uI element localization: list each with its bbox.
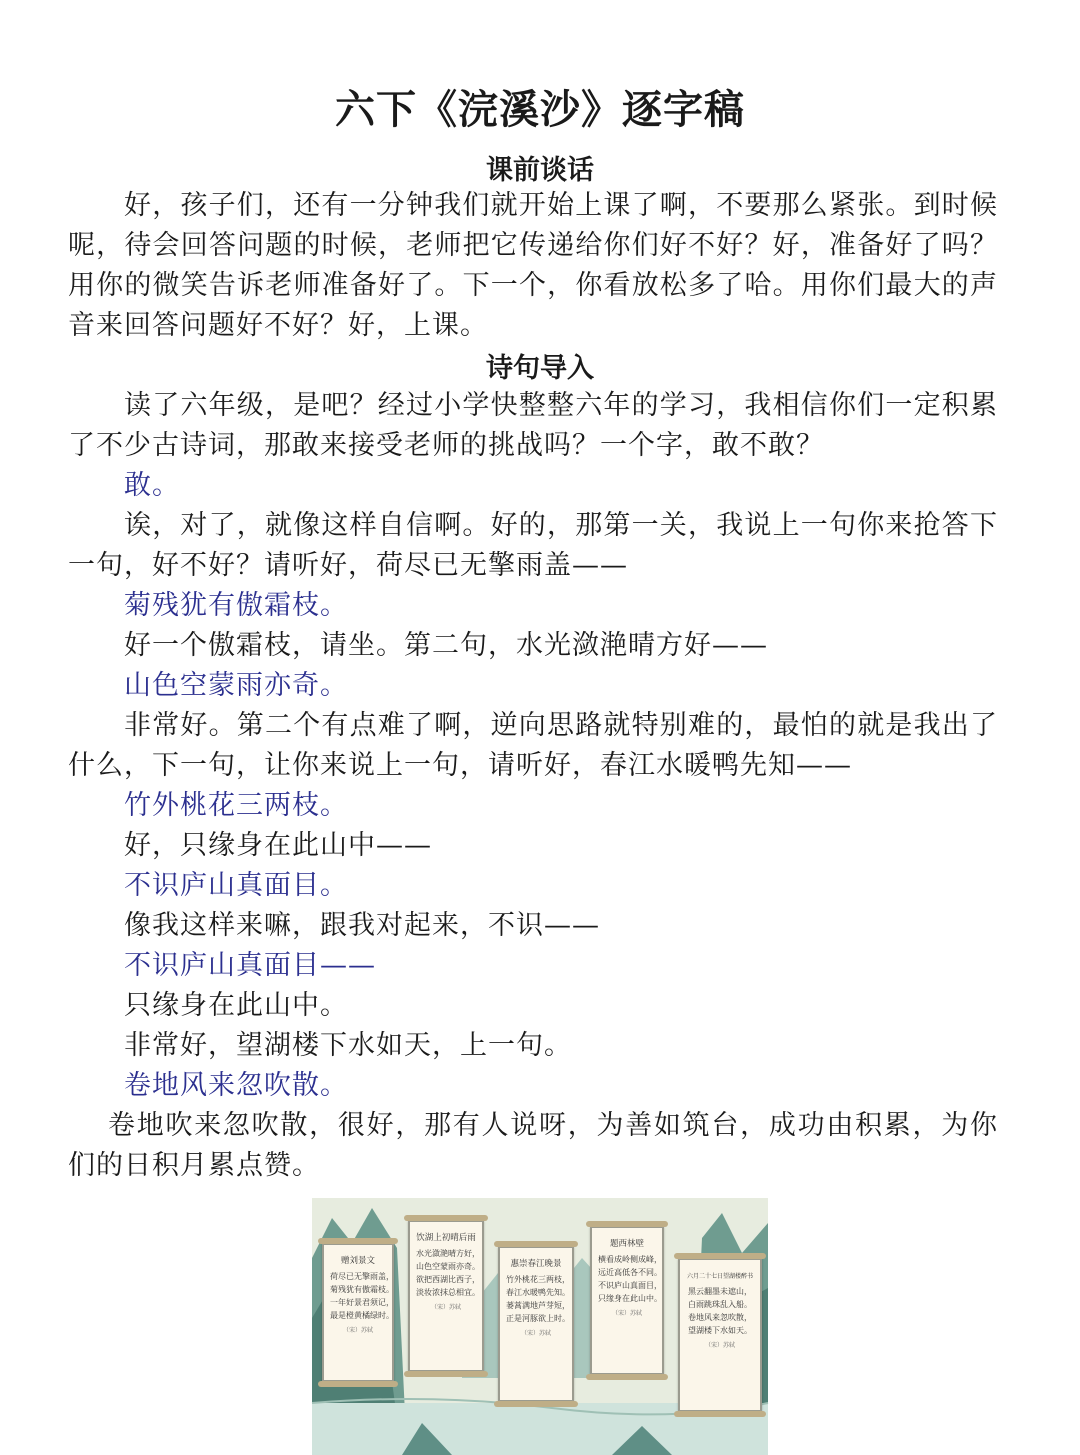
student-answer-7: 卷地风来忽吹散。: [124, 1070, 348, 1101]
scroll-line: 山色空蒙雨亦奇。: [416, 1262, 480, 1271]
scroll-author: （宋）苏轼: [430, 1304, 461, 1311]
poem-scroll-2: [408, 1220, 484, 1372]
paragraph-closing: 卷地吹来忽吹散，很好，那有人说呀，为善如筑台，成功由积累，为你们的日积月累点赞。: [68, 1110, 998, 1181]
scroll-title: 惠崇春江晚景: [510, 1259, 562, 1269]
scroll-line: 蒌蒿满地芦芽短，: [506, 1301, 570, 1310]
scroll-line: 春江水暖鸭先知。: [506, 1288, 570, 1297]
scroll-title: 六月二十七日望湖楼醉书: [686, 1273, 753, 1280]
scroll-author: （宋）苏轼: [342, 1327, 373, 1334]
student-answer-3: 山色空蒙雨亦奇。: [124, 670, 348, 701]
scroll-line: 水光潋滟晴方好，: [416, 1249, 480, 1258]
scroll-author: （宋）苏轼: [704, 1342, 735, 1349]
paragraph-first-challenge: 诶，对了，就像这样自信啊。好的，那第一关，我说上一句你来抢答下一句，好不好？请听好，荷尽已无擎雨盖——: [68, 510, 998, 581]
scroll-line: 菊残犹有傲霜枝。: [330, 1285, 394, 1294]
paragraph-pre-class: 好，孩子们，还有一分钟我们就开始上课了啊，不要那么紧张。到时候呢，待会回答问题的时候，老师把它传递给你们好不好？好，准备好了吗？用你的微笑告诉老师准备好了。下一个，你看放松多了哈。用你们最大的声音来回答问题好不好？好，上课。: [68, 190, 998, 341]
scroll-line: 荷尽已无擎雨盖，: [330, 1272, 394, 1281]
scroll-line: 正是河豚欲上时。: [506, 1314, 570, 1323]
paragraph-intro: 读了六年级，是吧？经过小学快整整六年的学习，我相信你们一定积累了不少古诗词，那敢来接受老师的挑战吗？一个字，敢不敢？: [68, 390, 998, 461]
scroll-author: （宋）苏轼: [611, 1310, 642, 1317]
poem-scroll-3: [498, 1246, 574, 1402]
poem-scroll-1: [322, 1243, 394, 1382]
scroll-line: 欲把西湖比西子，: [416, 1275, 480, 1284]
paragraph-prompt-follow: 像我这样来嘛，跟我对起来，不识——: [124, 910, 600, 941]
scroll-line: 黑云翻墨未遮山，: [688, 1287, 752, 1296]
paragraph-reverse-challenge: 非常好。第二个有点难了啊，逆向思路就特别难的，最怕的就是我出了什么，下一句，让你来说上一句，请听好，春江水暖鸭先知——: [68, 710, 998, 781]
poem-scrolls-illustration: [312, 1198, 768, 1455]
paragraph-second-line: 好一个傲霜枝，请坐。第二句，水光潋滟晴方好——: [124, 630, 768, 661]
paragraph-prompt-lushan: 好，只缘身在此山中——: [124, 830, 432, 861]
paragraph-teacher-line: 只缘身在此山中。: [124, 990, 348, 1021]
scroll-line: 不识庐山真面目，: [598, 1281, 662, 1290]
poem-scroll-5: [678, 1258, 762, 1412]
scroll-line: 白雨跳珠乱入船。: [688, 1300, 752, 1309]
scroll-author: （宋）苏轼: [520, 1330, 551, 1337]
section-heading-pre-class-talk: 课前谈话: [486, 155, 594, 186]
scroll-line: 淡妆浓抹总相宜。: [416, 1288, 480, 1297]
page-title: 六下《浣溪沙》逐字稿: [335, 87, 745, 133]
scroll-title: 饮湖上初晴后雨: [416, 1233, 476, 1243]
poem-scroll-4: [590, 1226, 664, 1375]
scroll-title: 赠刘景文: [340, 1256, 375, 1266]
scroll-line: 远近高低各不同。: [598, 1268, 662, 1277]
student-answer-5: 不识庐山真面目。: [124, 870, 348, 901]
scroll-title: 题西林壁: [609, 1239, 644, 1249]
scroll-line: 最是橙黄橘绿时。: [330, 1311, 394, 1320]
paragraph-prompt-wanghu: 非常好，望湖楼下水如天，上一句。: [124, 1030, 572, 1061]
section-heading-poem-intro: 诗句导入: [486, 353, 594, 384]
scroll-line: 卷地风来忽吹散，: [688, 1313, 752, 1322]
student-answer-6: 不识庐山真面目——: [124, 950, 376, 981]
scroll-line: 只缘身在此山中。: [598, 1294, 662, 1303]
scroll-line: 一年好景君须记，: [330, 1298, 394, 1307]
student-answer-4: 竹外桃花三两枝。: [124, 790, 348, 821]
scroll-line: 横看成岭侧成峰，: [598, 1255, 662, 1264]
student-answer-2: 菊残犹有傲霜枝。: [124, 590, 348, 621]
student-answer-1: 敢。: [124, 470, 180, 501]
scroll-line: 望湖楼下水如天。: [688, 1326, 752, 1335]
scroll-line: 竹外桃花三两枝，: [506, 1275, 570, 1284]
